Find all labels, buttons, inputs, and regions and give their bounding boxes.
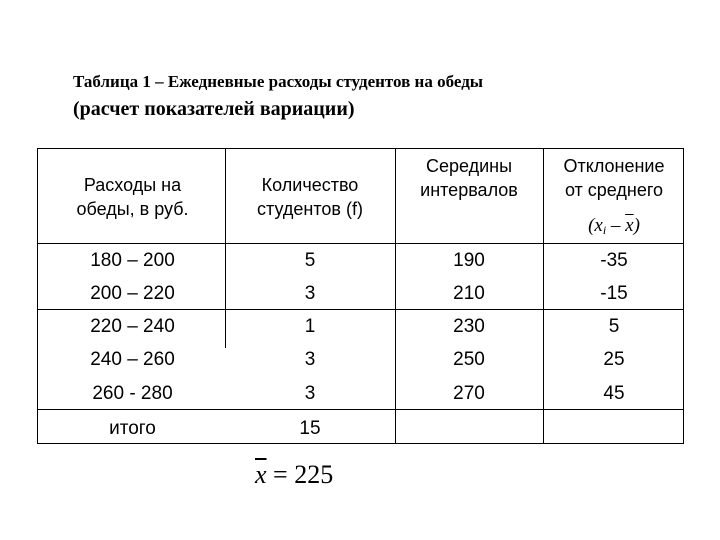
cell-range: 260 - 280 [92,383,173,404]
mean-formula: $\overline{x} = 225$ [255,460,334,489]
cell-midpoint: 270 [453,383,485,404]
header-expenses: Расходы на обеды, в руб. [76,175,189,219]
cell-range: 180 – 200 [90,250,175,271]
header-divider [38,243,683,244]
cell-range: 240 – 260 [90,349,175,370]
total-count: 15 [299,418,321,439]
row-divider [38,309,683,310]
header-interval-midpoints: Середины интервалов [420,156,518,200]
cell-midpoint: 230 [453,316,485,337]
cell-deviation: 25 [603,349,625,370]
header-student-count: Количество студентов (f) [257,175,363,219]
row-divider [38,409,683,410]
cell-count: 3 [304,283,316,304]
cell-count: 1 [304,316,316,337]
cell-range: 220 – 240 [90,316,175,337]
cell-deviation: 45 [603,383,625,404]
cell-midpoint: 190 [453,250,485,271]
table-caption: Таблица 1 – Ежедневные расходы студентов на обеды [73,72,484,91]
variation-table [37,148,684,444]
cell-count: 3 [304,383,316,404]
deviation-formula: $(x_i - \overline{x})$ [588,215,640,237]
cell-range: 200 – 220 [90,283,175,304]
cell-count: 3 [304,349,316,370]
cell-count: 5 [304,250,316,271]
cell-midpoint: 250 [453,349,485,370]
total-label: итого [109,418,156,439]
cell-deviation: 5 [608,316,620,337]
header-deviation: Отклонение от среднего [563,156,665,200]
table-subcaption: (расчет показателей вариации) [73,98,355,120]
cell-deviation: -15 [600,283,628,304]
cell-deviation: -35 [600,250,628,271]
cell-midpoint: 210 [453,283,485,304]
